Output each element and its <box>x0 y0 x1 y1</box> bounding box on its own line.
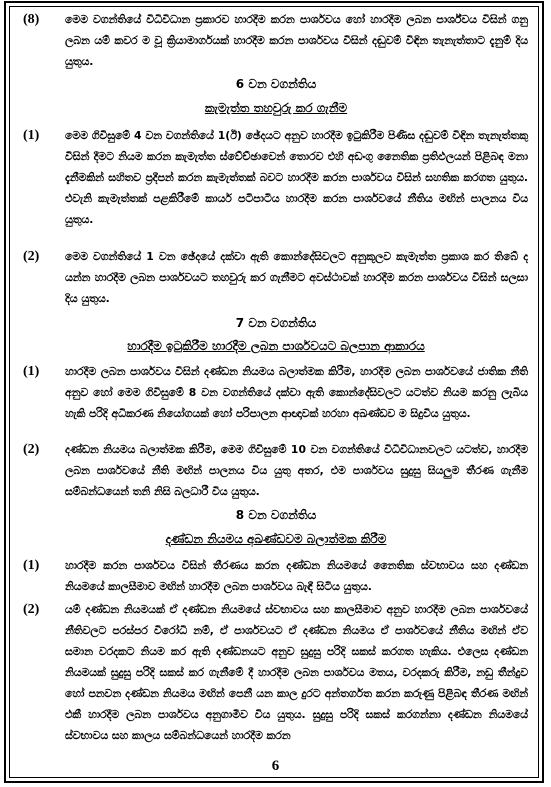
paragraph-number: (2) <box>23 249 40 264</box>
paragraph-number: (2) <box>23 442 40 457</box>
paragraph-text: දණ්ඩන නියමය බලාත්මක කිරීම, මෙම ගිවිසුමේ 10 වන වගන්තියේ විධිවිධානවලට යටත්ව, හාරදීම ලබන පාර්ශවයේ නීති මඟින් පාලනය විය යුතු අතර, එම පාර්ශවය සුදුසු සියලුම තීරණ ගැනීම සම්බන්ධයෙන් තනි නිසි බලධාරී විය යුතුය. <box>65 443 528 498</box>
paragraph-number: (1) <box>23 558 40 573</box>
section-8-paragraph-1 <box>16 555 534 597</box>
paragraph-8-top <box>16 9 534 72</box>
paragraph-text: හාරදීම කරන පාර්ශවය විසින් තීරණය කරන දණ්ඩන නියමයේ නෛතික ස්වභාවය සහ දණ්ඩන නියමයේ කාලසීමාව මඟින් හාරදීම ලබන පාර්ශවය බැඳී සිටිය යුතුය. <box>65 559 528 593</box>
section-8-title: දණ්ඩන නියමය අඛණ්ඩවම බලාත්මක කිරීම <box>165 532 387 546</box>
paragraph-text: මෙම වගන්තියේ 1 වන ඡේදයේ දක්වා ඇති කොන්දේසිවලට අනුකූලව කැමැත්ත ප්‍රකාශ කර තිබේ ද යන්න හාරදීම ලබන පාර්ශවයට තහවුරු කර ගැනීමට අවස්ථාවක් හාරදීම කරන පාර්ශවය විසින් සලසා දිය යුතුය. <box>65 250 528 305</box>
paragraph-text: හාරදීම ලබන පාර්ශවය විසින් දණ්ඩන නියමය බලාත්මක කිරීම, හාරදීම ලබන පාර්ශවයේ ජාතික නීති අනුව හෝ මෙම ගිවිසුමේ 8 වන වගන්තියේ දක්වා ඇති කොන්දේසිවලට යටත්ව නියම කරනු ලැබිය හැකි පරිදි අධිකරණ නියෝගයක් හෝ පරිපාලන ආඥාවක් හරහා අඛණ්ඩව ම සිදුවිය යුතුය. <box>65 365 528 420</box>
section-6-number: 6 වන වගන්තිය <box>235 77 317 91</box>
section-8-number: 8 වන වගන්තිය <box>235 508 317 522</box>
paragraph-number: (8) <box>23 12 40 27</box>
paragraph-number: (2) <box>23 602 40 617</box>
section-6-paragraph-2 <box>16 246 534 309</box>
section-7-paragraph-2 <box>16 439 534 502</box>
paragraph-text: මෙම වගන්තියේ විධිවිධාන ප්‍රකාරව හාරදීම කරන පාර්ශවය හෝ හාරදීම ලබන පාර්ශ්වය විසින් ගනු ලබන යම් කවර ම වූ ක්‍රියාමාර්ගයක් හාරදීම කරන පාර්ශවය විසින් දඬුවම් විඳින තැනැත්තාට දැනුම් දිය යුතුය. <box>65 13 528 68</box>
page-border <box>4 1 544 783</box>
page-number: 6 <box>271 758 280 774</box>
section-6-title: කැමැත්ත තහවුරු කර ගැනීම <box>204 101 348 115</box>
section-7-title: හාරදීම ඉටුකිරීම හාරදීම ලබන පාර්ශවයට බලපාන ආකාරය <box>127 339 425 353</box>
section-6-paragraph-1 <box>16 125 534 230</box>
section-8-paragraph-2 <box>16 599 534 746</box>
section-7-paragraph-1 <box>16 361 534 424</box>
section-7-number: 7 වන වගන්තිය <box>235 316 317 330</box>
paragraph-number: (1) <box>23 128 40 143</box>
paragraph-text: යම් දණ්ඩන නියමයක් ඒ දණ්ඩන නියමයේ ස්වභාවය සහ කාලසීමාව අනුව හාරදීම ලබන පාර්ශවයේ නීතිවලට පරස්පර විරෝධී නම්, ඒ පාර්ශවයට ඒ දණ්ඩන නියමය ඒ පාර්ශවයේ නීතිය මඟින් ඒව සමාන වරදකට නියම කර ඇති දණ්ඩනයට අනුව සුදුසු පරිදි සකස් කරගත හැකිය. එලෙස දණ්ඩන නියමයක් සුදුසු පරිදි සකස් කර ගැනීමේ දී හාරදීම ලබන පාර්ශවය මතය, වරදකරු කිරීම, නඩු තීන්දුව හෝ පනවන දණ්ඩන නියමය මඟින් පෙනී යන කාල දුරට අන්තර්ගත කරන කරුණු පිළිබඳ තීරණ මඟින් එකී හාරදීම ලබන පාර්ශවය අනුගාමීව විය යුතුය. සුදුසු පරිදි සකස් කරගන්නා දණ්ඩන නියමයේ ස්වභාවය සහ කාලය සම්බන්ධයෙන් හාරදීම කරන <box>65 603 528 742</box>
paragraph-text: මෙම ගිවිසුමේ 4 වන වගන්තියේ 1(ඊ) ඡේදයට අනුව හාරදීම ඉටුකිරීම පිණිස දඬුවම් විඳින තැනැත්තකු විසින් දීමට නියම කරන කැමැත්ත ස්වේච්ඡාවෙන් තොරව එහි අඩංගු නෛතික ප්‍රතිඵලයන් පිළිබඳ මනා දැනීමකින් සහිතව ප්‍රදීපන් කරන කැමැත්තක් බවට හාරදීම කරන පාර්ශවය විසින් සහතික කරගත යුතුය. එවැනි කැමැත්තක් පළකිරීමේ කාර්ය පටිපාටිය හාරදීම කරන පාර්ශවයේ නීතිය මඟින් පාලනය විය යුතුය. <box>65 129 528 226</box>
paragraph-number: (1) <box>23 364 40 379</box>
